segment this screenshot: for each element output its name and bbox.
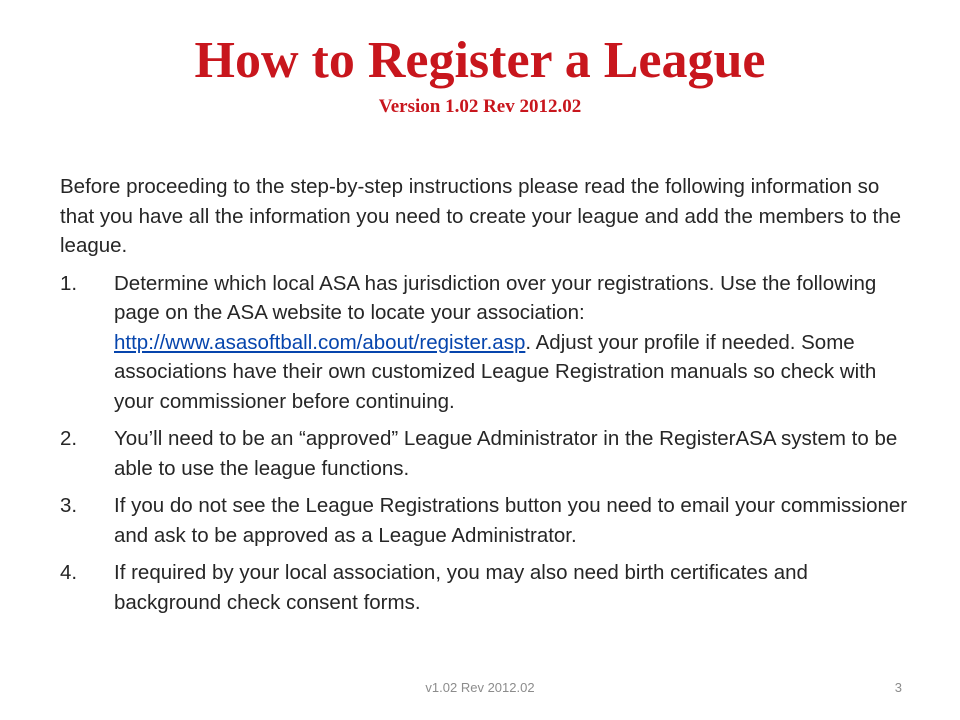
step-number: 1. <box>60 271 78 295</box>
slide-footer: v1.02 Rev 2012.02 <box>425 680 535 695</box>
list-item <box>60 558 918 617</box>
step-text: If you do not see the League Registrations button you need to email your commissioner and ask to be approved as a League Administrator. <box>114 494 908 547</box>
steps-list <box>60 269 918 618</box>
step-text: If required by your local association, you may also need birth certificates and background check consent forms. <box>114 561 808 614</box>
register-page-link[interactable]: http://www.asasoftball.com/about/register.asp <box>114 330 526 354</box>
page-number: 3 <box>894 680 902 695</box>
list-item <box>60 269 918 417</box>
intro-paragraph: Before proceeding to the step-by-step instructions please read the following information so that you have all the information you need to create your league and add the members to the league. <box>60 175 902 257</box>
slide-title: How to Register a League <box>194 32 766 89</box>
step-text-before-link: Determine which local ASA has jurisdiction over your registrations. Use the following page on the ASA website to locate your association: <box>114 271 877 324</box>
slide-subtitle: Version 1.02 Rev 2012.02 <box>378 96 582 117</box>
step-number: 3. <box>60 494 78 517</box>
step-text <box>114 269 918 417</box>
slide-body <box>60 172 918 625</box>
step-text: You’ll need to be an “approved” League Administrator in the RegisterASA system to be able to use the league functions. <box>114 427 898 480</box>
list-item <box>60 491 918 550</box>
list-item <box>60 424 918 483</box>
step-number: 2. <box>60 427 78 450</box>
step-number: 4. <box>60 561 78 584</box>
step-text-after-link: . Adjust your profile if needed. Some associations have their own customized League Registration manuals so check with your commissioner before continuing. <box>114 330 877 413</box>
